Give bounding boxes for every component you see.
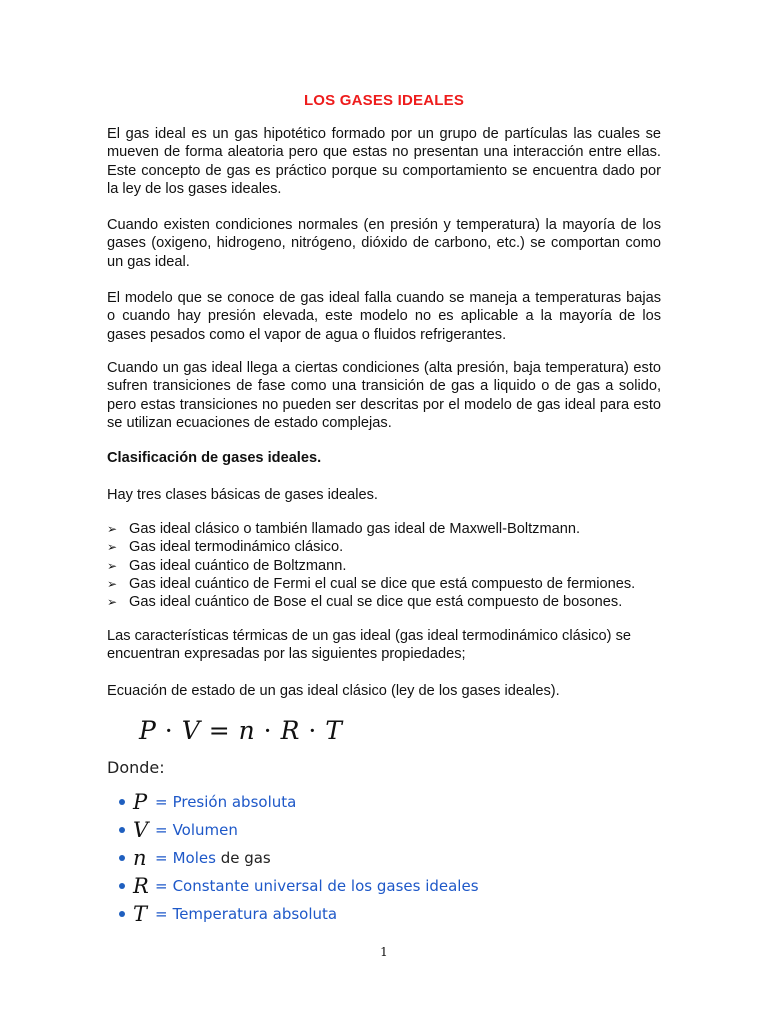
list-item-text: Gas ideal clásico o también llamado gas ideal de Maxwell-Boltzmann. xyxy=(129,521,581,537)
donde-label: Donde: xyxy=(107,758,165,777)
definition-link[interactable]: Constante universal de los gases ideales xyxy=(172,877,479,895)
paragraph-normal-conditions: Cuando existen condiciones normales (en presión y temperatura) la mayoría de los gases (oxigeno, hidrogeno, nitrógeno, dióxido de carbono, etc.) se comportan como un gas ideal. xyxy=(107,217,661,270)
definition-item xyxy=(119,788,479,816)
definition-symbol: V xyxy=(133,818,149,842)
formula-dot: · xyxy=(263,716,273,745)
paragraph-classes-intro: Hay tres clases básicas de gases ideales. xyxy=(107,487,378,503)
definition-equals: = xyxy=(155,877,168,895)
definition-link[interactable]: Volumen xyxy=(172,821,238,839)
formula-symbol-p: P xyxy=(139,716,157,745)
definition-symbol: R xyxy=(133,874,149,898)
paragraph-thermal-properties: Las características térmicas de un gas ideal (gas ideal termodinámico clásico) se encuentran expresadas por las siguientes propiedades; xyxy=(107,628,631,663)
formula-dot: · xyxy=(308,716,317,745)
formula-symbol-n: n xyxy=(238,716,256,745)
list-item-text: Gas ideal cuántico de Boltzmann. xyxy=(129,557,347,574)
page-number: 1 xyxy=(380,945,388,959)
definition-suffix: de gas xyxy=(215,849,271,867)
bullet-dot-icon xyxy=(119,883,125,889)
arrow-bullet-icon: ➢ xyxy=(107,576,118,591)
list-item-text: Gas ideal cuántico de Fermi el cual se dice que está compuesto de fermiones. xyxy=(129,575,636,592)
definition-item xyxy=(119,816,479,844)
definition-equals: = xyxy=(155,821,168,839)
definition-link[interactable]: Moles xyxy=(172,849,216,867)
arrow-bullet-icon: ➢ xyxy=(107,540,118,555)
list-item-text: Gas ideal termodinámico clásico. xyxy=(129,539,344,556)
list-item xyxy=(107,538,707,556)
definition-item xyxy=(119,844,479,872)
definition-item xyxy=(119,900,479,928)
formula-symbol-v: V xyxy=(181,716,201,745)
arrow-bullet-icon: ➢ xyxy=(107,522,118,536)
formula-symbol-t: T xyxy=(325,716,343,745)
bullet-dot-icon xyxy=(119,827,125,833)
list-item xyxy=(107,575,707,593)
bullet-dot-icon xyxy=(119,799,125,805)
ideal-gas-equation xyxy=(139,716,342,745)
list-item xyxy=(107,557,707,575)
definition-symbol: n xyxy=(133,846,147,870)
definition-link[interactable]: Presión absoluta xyxy=(172,793,297,811)
list-item xyxy=(107,593,707,611)
variable-definitions-list xyxy=(119,788,479,928)
classes-list xyxy=(107,520,707,611)
definition-link[interactable]: Temperatura absoluta xyxy=(172,905,338,923)
definition-equals: = xyxy=(155,793,168,811)
section-heading-classification: Clasificación de gases ideales. xyxy=(107,450,322,466)
bullet-dot-icon xyxy=(119,911,125,917)
definition-equals: = xyxy=(155,849,168,867)
definition-item xyxy=(119,872,479,900)
arrow-bullet-icon: ➢ xyxy=(107,595,118,610)
paragraph-model-failure: El modelo que se conoce de gas ideal falla cuando se maneja a temperaturas bajas o cuando hay presión elevada, este modelo no es aplicable a la mayoría de los gases pesados como el vapor de agua o fluidos refrigerantes. xyxy=(107,290,661,343)
paragraph-equation-intro: Ecuación de estado de un gas ideal clásico (ley de los gases ideales). xyxy=(107,683,560,699)
formula-equals: = xyxy=(208,716,231,745)
paragraph-phase-transitions: Cuando un gas ideal llega a ciertas condiciones (alta presión, baja temperatura) esto sufren transiciones de fase como una transición de gas a liquido o de gas a solido, pero estas transiciones no pueden ser descritas por el modelo de gas ideal para esto se utilizan ecuaciones de estado complejas. xyxy=(107,360,661,432)
definition-symbol: T xyxy=(133,902,148,926)
list-item-text: Gas ideal cuántico de Bose el cual se dice que está compuesto de bosones. xyxy=(129,594,623,611)
formula-symbol-r: R xyxy=(280,716,300,745)
definition-symbol: P xyxy=(133,790,148,814)
arrow-bullet-icon: ➢ xyxy=(107,558,118,573)
formula-dot: · xyxy=(164,716,174,745)
paragraph-definition: El gas ideal es un gas hipotético formado por un grupo de partículas las cuales se mueven de forma aleatoria pero que estas no presentan una interacción entre ellas. Este concepto de gas es práctico porque su comportamiento se encuentra dado por la ley de los gases ideales. xyxy=(107,126,661,198)
definition-equals: = xyxy=(155,905,168,923)
document-title: LOS GASES IDEALES xyxy=(303,92,465,109)
list-item xyxy=(107,520,707,538)
bullet-dot-icon xyxy=(119,855,125,861)
